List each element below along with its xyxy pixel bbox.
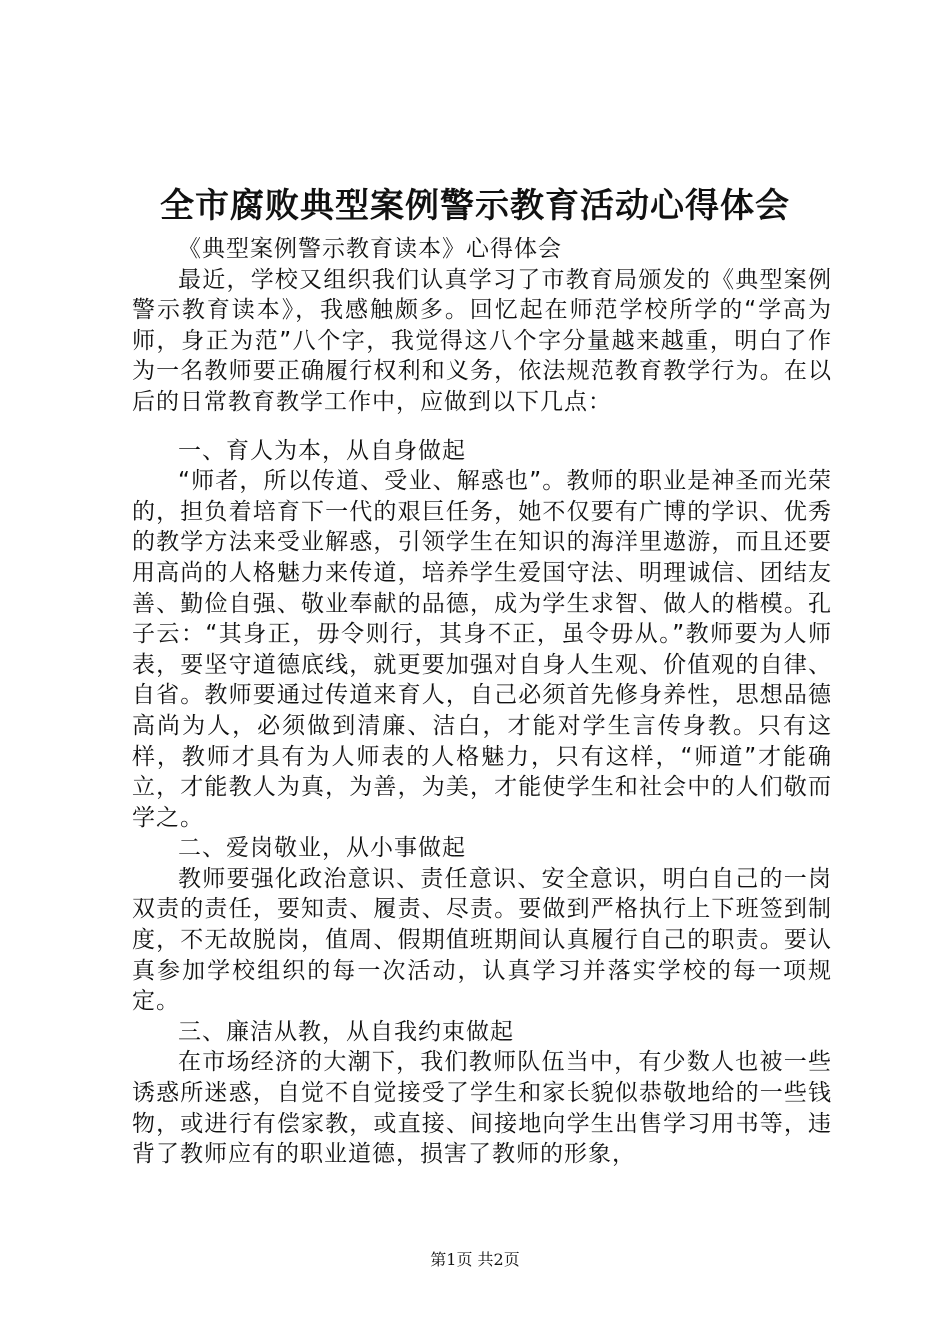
section-paragraph-2: 教师要强化政治意识、责任意识、安全意识，明白自己的一岗双责的责任，要知责、履责、尽责。要做到严格执行上下班签到制度，不无故脱岗，值周、假期值班期间认真履行自己的职责。要认真参加学校组织的每一次活动，认真学习并落实学校的每一项规定。 [132, 865, 832, 1015]
section-paragraph-1: “师者，所以传道、受业、解惑也”。教师的职业是神圣而光荣的，担负着培育下一代的艰巨任务，她不仅要有广博的学识、优秀的教学方法来受业解惑，引领学生在知识的海洋里遨游，而且还要用高尚的人格魅力来传道，培养学生爱国守法、明理诚信、团结友善、勤俭自强、敬业奉献的品德，成为学生求智、做人的楷模。孔子云：“其身正，毋令则行，其身不正，虽令毋从。”教师要为人师表，要坚守道德底线，就更要加强对自身人生观、价值观的自律、自省。教师要通过传道来育人，自己必须首先修身养性，思想品德高尚为人，必须做到清廉、洁白，才能对学生言传身教。只有这样，教师才具有为人师表的人格魅力，只有这样，“师道”才能确立，才能教人为真，为善，为美，才能使学生和社会中的人们敬而学之。 [132, 468, 832, 831]
document-subtitle: 《典型案例警示教育读本》心得体会 [178, 236, 562, 262]
section-heading-2: 二、爱岗敬业，从小事做起 [178, 835, 466, 862]
section-paragraph-3: 在市场经济的大潮下，我们教师队伍当中，有少数人也被一些诱惑所迷惑，自觉不自觉接受了学生和家长貌似恭敬地给的一些钱物，或进行有偿家教，或直接、间接地向学生出售学习用书等，违背了教师应有的职业道德，损害了教师的形象， [132, 1049, 832, 1168]
page-number: 第1页 共2页 [430, 1250, 520, 1269]
section-heading-1: 一、育人为本，从自身做起 [178, 437, 466, 464]
document-body [132, 234, 832, 1170]
section-heading-3: 三、廉洁从教，从自我约束做起 [178, 1018, 514, 1045]
paragraph-gap [132, 418, 832, 436]
document-title: 全市腐败典型案例警示教育活动心得体会 [160, 186, 790, 226]
intro-paragraph: 最近，学校又组织我们认真学习了市教育局颁发的《典型案例警示教育读本》，我感触颇多。回忆起在师范学校所学的“学高为师，身正为范”八个字，我觉得这八个字分量越来越重，明白了作为一名教师要正确履行权利和义务，依法规范教育教学行为。在以后的日常教育教学工作中，应做到以下几点： [132, 266, 832, 415]
